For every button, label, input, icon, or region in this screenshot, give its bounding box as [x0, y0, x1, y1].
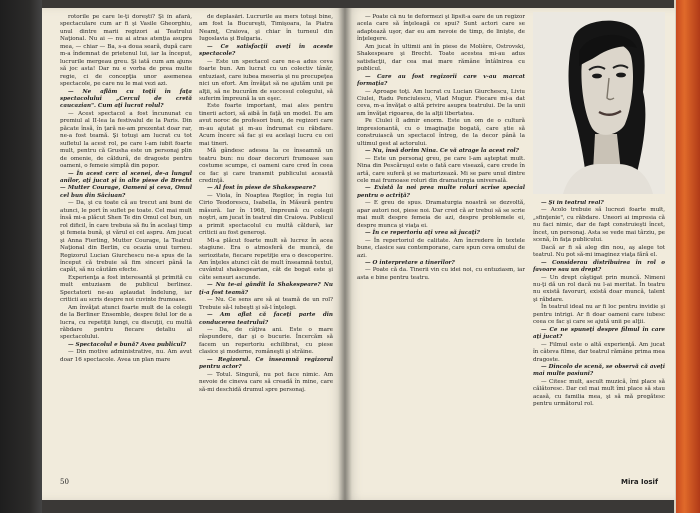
body-paragraph: — Viola, în Noaptea Regilor, în regia lui Cirio Teodorescu, Isabella, în Măsură pentru măsură. Iar în 1968, împreună cu colegii noştri, am jucat în teatrul din Craiova. Publicul a primit spectacolul cu multă căldură, iar criticii au fost generoşi.	[199, 192, 333, 237]
body-paragraph: — Poate că da. Tinerii vin cu idei noi, cu entuziasm, iar asta e bine pentru teatru.	[357, 267, 525, 281]
body-paragraph: — Filmul este o altă experienţă. Am jucat în câteva filme, dar teatrul rămâne prima mea dragoste.	[533, 341, 665, 363]
woman-portrait-illustration	[533, 12, 665, 194]
right-page-column-2	[533, 200, 665, 474]
body-paragraph: — Da, de câţiva ani. Este o mare răspundere, dar şi o bucurie. Încercăm să facem un repertoriu echilibrat, cu piese clasice şi moderne, româneşti şi străine.	[199, 327, 333, 356]
interview-question: — Şi în teatrul real?	[541, 200, 604, 206]
interview-question: — În ce repertoriu aţi vrea să jucaţi?	[365, 230, 480, 237]
body-paragraph: Experienţa a fost interesantă şi primită cu mult entuziasm de publicul berlinez. Spectatorii ne-au aplaudat îndelung, iar criticii au scris despre noi cuvinte frumoase.	[60, 274, 192, 304]
book-gutter	[338, 8, 352, 500]
body-paragraph: — Un drept câştigat prin muncă. Nimeni nu-ţi dă un rol dacă nu l-ai meritat. În teatru nu există favoruri, există doar muncă, talent şi răbdare.	[533, 274, 665, 303]
body-paragraph: — Din motive administrative, nu. Am avut doar 16 spectacole. Avea un plan mare	[60, 349, 192, 363]
interview-question: — Al fost în piese de Shakespeare?	[207, 185, 316, 192]
body-paragraph: — În repertoriul de calitate. Am încredere în textele bune, clasice sau contemporane, care spun ceva omului de azi.	[357, 237, 525, 259]
book-cover-right	[676, 0, 700, 513]
interview-question: — Dincolo de scenă, se observă că aveţi mai multe pasiuni?	[533, 363, 665, 378]
interview-question: — Ne aflăm cu toţii în faţa spectacolului „Cercul de cretă caucazian". Cum aţi lucrat rolul?	[60, 88, 192, 110]
body-paragraph: rotorile pe care le-ţi doreşti? Şi în afară, spectaculare cum ar fi şi Vasile Gheorghiu, unul dintre marii regizori ai Teatrului Naţional. Nu ai — nu ai atras atenţia asupra mea, — chiar — Ba, s-a doua seară, după care m-a îndemnat de prietenul lui, iar la început, lucrurile mergeau greu. Şi iată cum am ajuns să joc asta! Dar nu e vorba de prea multe regie, ci de concepţia unor asemenea spectacole, pe care nu le mai vezi azi.	[60, 14, 192, 88]
portrait-photo	[533, 12, 665, 194]
interview-question: — Nu te-ai gândit la Shakespeare? Nu ţi-a fost teamă?	[199, 282, 333, 296]
book-cover-left	[0, 0, 42, 513]
interview-question: — Ce satisfacţii aveţi în aceste spectacole?	[199, 43, 333, 58]
right-page-column-1	[357, 14, 525, 492]
page-number: 50	[60, 478, 69, 486]
body-paragraph: Mă gândesc adesea la ce înseamnă un teatru bun: nu doar decoruri frumoase sau costume scumpe, ci oameni care cred în ceea ce fac şi care transmit publicului această credinţă.	[199, 148, 333, 184]
body-paragraph: — Este un personaj greu, pe care l-am aşteptat mult. Nina din Pescăruşul este o fată care visează, care crede în artă, care suferă şi se maturizează. Mi se pare unul dintre cele mai frumoase roluri din dramaturgia universală.	[357, 155, 525, 184]
body-paragraph: Mi-a plăcut foarte mult să lucrez în acea stagiune. Era o atmosferă de muncă, de seriozitate, fiecare repetiţie era o descoperire. Am înţeles atunci cât de mult înseamnă textul, cuvântul shakespearian, cât de bogat este şi câte sensuri ascunde.	[199, 237, 333, 281]
left-page	[42, 8, 345, 500]
body-paragraph: — Citesc mult, ascult muzică, îmi place să călătoresc. Dar cel mai mult îmi place să stau acasă, cu familia mea, şi să mă pregătesc pentru următorul rol.	[533, 378, 665, 408]
interview-question: — Nu, însă dorim Nina. Ce vă atrage la acest rol?	[365, 148, 519, 155]
interview-question: — Am aflat că faceţi parte din conducerea teatrului?	[199, 312, 333, 326]
body-paragraph: Dacă ar fi să aleg din nou, aş alege tot teatrul. Nu pot să-mi imaginez viaţa fără el.	[533, 244, 665, 259]
interview-question: — Regizorul. Ce înseamnă regizorul pentru actor?	[199, 356, 333, 371]
interview-question: — O interpretare a tinerilor?	[365, 259, 455, 266]
body-paragraph: — Da, şi cu toate că au trecut ani buni de atunci, le port în suflet pe toate. Cel mai mult însă mi-a plăcut Shen Te din Omul cel bun, un rol dificil, în care trebuia să fiu în acelaşi timp şi femeia bună, şi vărul ei cel aspru. Am jucat şi Anna Fierling, Mutter Courage, la Teatrul Naţional din Berlin, cu ocazia unui turneu. Regizorul Lucian Giurchescu ne-a spus de la început că trebuie să fim sinceri până la capăt, să nu căutăm efecte.	[60, 200, 192, 274]
interview-question: — Considerau distribuirea în rol o favoare sau un drept?	[533, 259, 665, 274]
left-page-column-1	[60, 14, 192, 469]
body-paragraph: — Poate că nu te deformezi şi lipsit-a oare de un regizor acela care să înţeleagă ce spui? Sunt actori care se adaptează uşor, dar eu am nevoie de timp, de linişte, de înţelegere.	[357, 14, 525, 43]
body-paragraph: Este foarte important, mai ales pentru tinerii actori, să aibă în faţă un model. Eu am avut noroc de profesori buni, de regizori care m-au ajutat şi m-au îndrumat cu răbdare. Acum încerc să fac şi eu acelaşi lucru cu cei mai tineri.	[199, 103, 333, 147]
body-paragraph: — Aproape toţi. Am lucrat cu Lucian Giurchescu, Liviu Ciulei, Radu Penciulescu, Vlad Mugur. Fiecare mi-a dat ceva, m-a învăţat o altă privire asupra teatrului. De la unii am învăţat rigoarea, de la alţii libertatea.	[357, 88, 525, 117]
body-paragraph: — Nu. Ce sens are să ai teamă de un rol? Trebuie să-l iubeşti şi să-l înţelegi.	[199, 297, 333, 311]
body-paragraph: — Este un spectacol care ne-a adus ceva foarte bun. Am lucrat cu un colectiv tânăr, entuziast, care iubea meseria şi nu precupeţea nici un efort. Am învăţat să ne ajutăm unii pe alţii, să ne bucurăm de succesul colegului, să suferim împreună la un eşec.	[199, 58, 333, 102]
body-paragraph: — Acolo trebuie să lucrezi foarte mult, „sfinţenie", cu răbdare. Uneori ai impresia că nu faci nimic, dar de fapt construieşti încet, încet, un personaj. Asta se vede mai târziu, pe scenă, în faţa publicului.	[533, 207, 665, 244]
body-paragraph: — E greu de spus. Dramaturgia noastră se dezvoltă, apar autori noi, piese noi. Dar cred că ar trebui să se scrie mai mult despre femeia de azi, despre problemele ei, despre munca şi viaţa ei.	[357, 200, 525, 229]
photo-caption: Mira Iosif	[621, 478, 659, 486]
interview-question: — În acest cerc al scenei, de-a lungul anilor, aţi jucat şi în alte piese de Brecht — Mutter Courage, Oameni şi ceva, Omul cel bun din Sâciuan?	[60, 170, 192, 199]
body-paragraph: — Totul. Singură, nu pot face nimic. Am nevoie de cineva care să creadă în mine, care să-mi deschidă drumul spre personaj.	[199, 371, 333, 393]
body-paragraph: Pe Ciulei îl admir enorm. Este un om de o cultură impresionantă, cu o imaginaţie bogată, care ştie să construiască un spectacol întreg, de la decor până la ultimul gest al actorului.	[357, 118, 525, 147]
left-page-column-2	[199, 14, 333, 492]
body-paragraph: de deplasări. Lucrurile au mers totuşi bine, am fost la Bucureşti, Timişoara, la Piatra Neamţ, Craiova, şi chiar în turneul din Iugoslavia şi Bulgaria.	[199, 14, 333, 43]
interview-question: — Care au fost regizorii care v-au marcat formaţia?	[357, 73, 525, 88]
body-paragraph: Am jucat în ultimii ani în piese de Molière, Ostrovski, Shakespeare şi Brecht. Toate acestea mi-au adus satisfacţii, dar cea mai mare rămâne întâlnirea cu publicul.	[357, 43, 525, 73]
right-page	[345, 8, 675, 500]
body-paragraph: — Acest spectacol a fost încununat cu premiul al II-lea la festivalul de la Paris. Din păcate însă, în ţară ne-am prezentat doar rar, ne-a fost teamă. Şi totuşi am lucrat cu tot sufletul la acest rol, pe care l-am iubit foarte mult, pentru că Grusha este un personaj plin de omenie, de căldură, de dragoste pentru oameni, o femeie simplă din popor.	[60, 110, 192, 170]
interview-question: — Ce ne spuneţi despre filmul în care aţi jucat?	[533, 326, 665, 341]
interview-question: — Există la noi prea multe roluri scrise special pentru o actriţă?	[357, 185, 525, 199]
body-paragraph: În teatrul ideal nu ar fi loc pentru invidie şi pentru intrigi. Ar fi doar oameni care iubesc ceea ce fac şi care se ajută unii pe alţii.	[533, 304, 665, 326]
body-paragraph: Am învăţat atunci foarte mult de la colegii de la Berliner Ensemble, despre felul lor de a lucra, cu repetiţii lungi, cu discuţii, cu multă răbdare pentru fiecare detaliu al spectacolului.	[60, 304, 192, 341]
interview-question: — Spectacolul e bună? Avea publicul?	[68, 341, 186, 348]
